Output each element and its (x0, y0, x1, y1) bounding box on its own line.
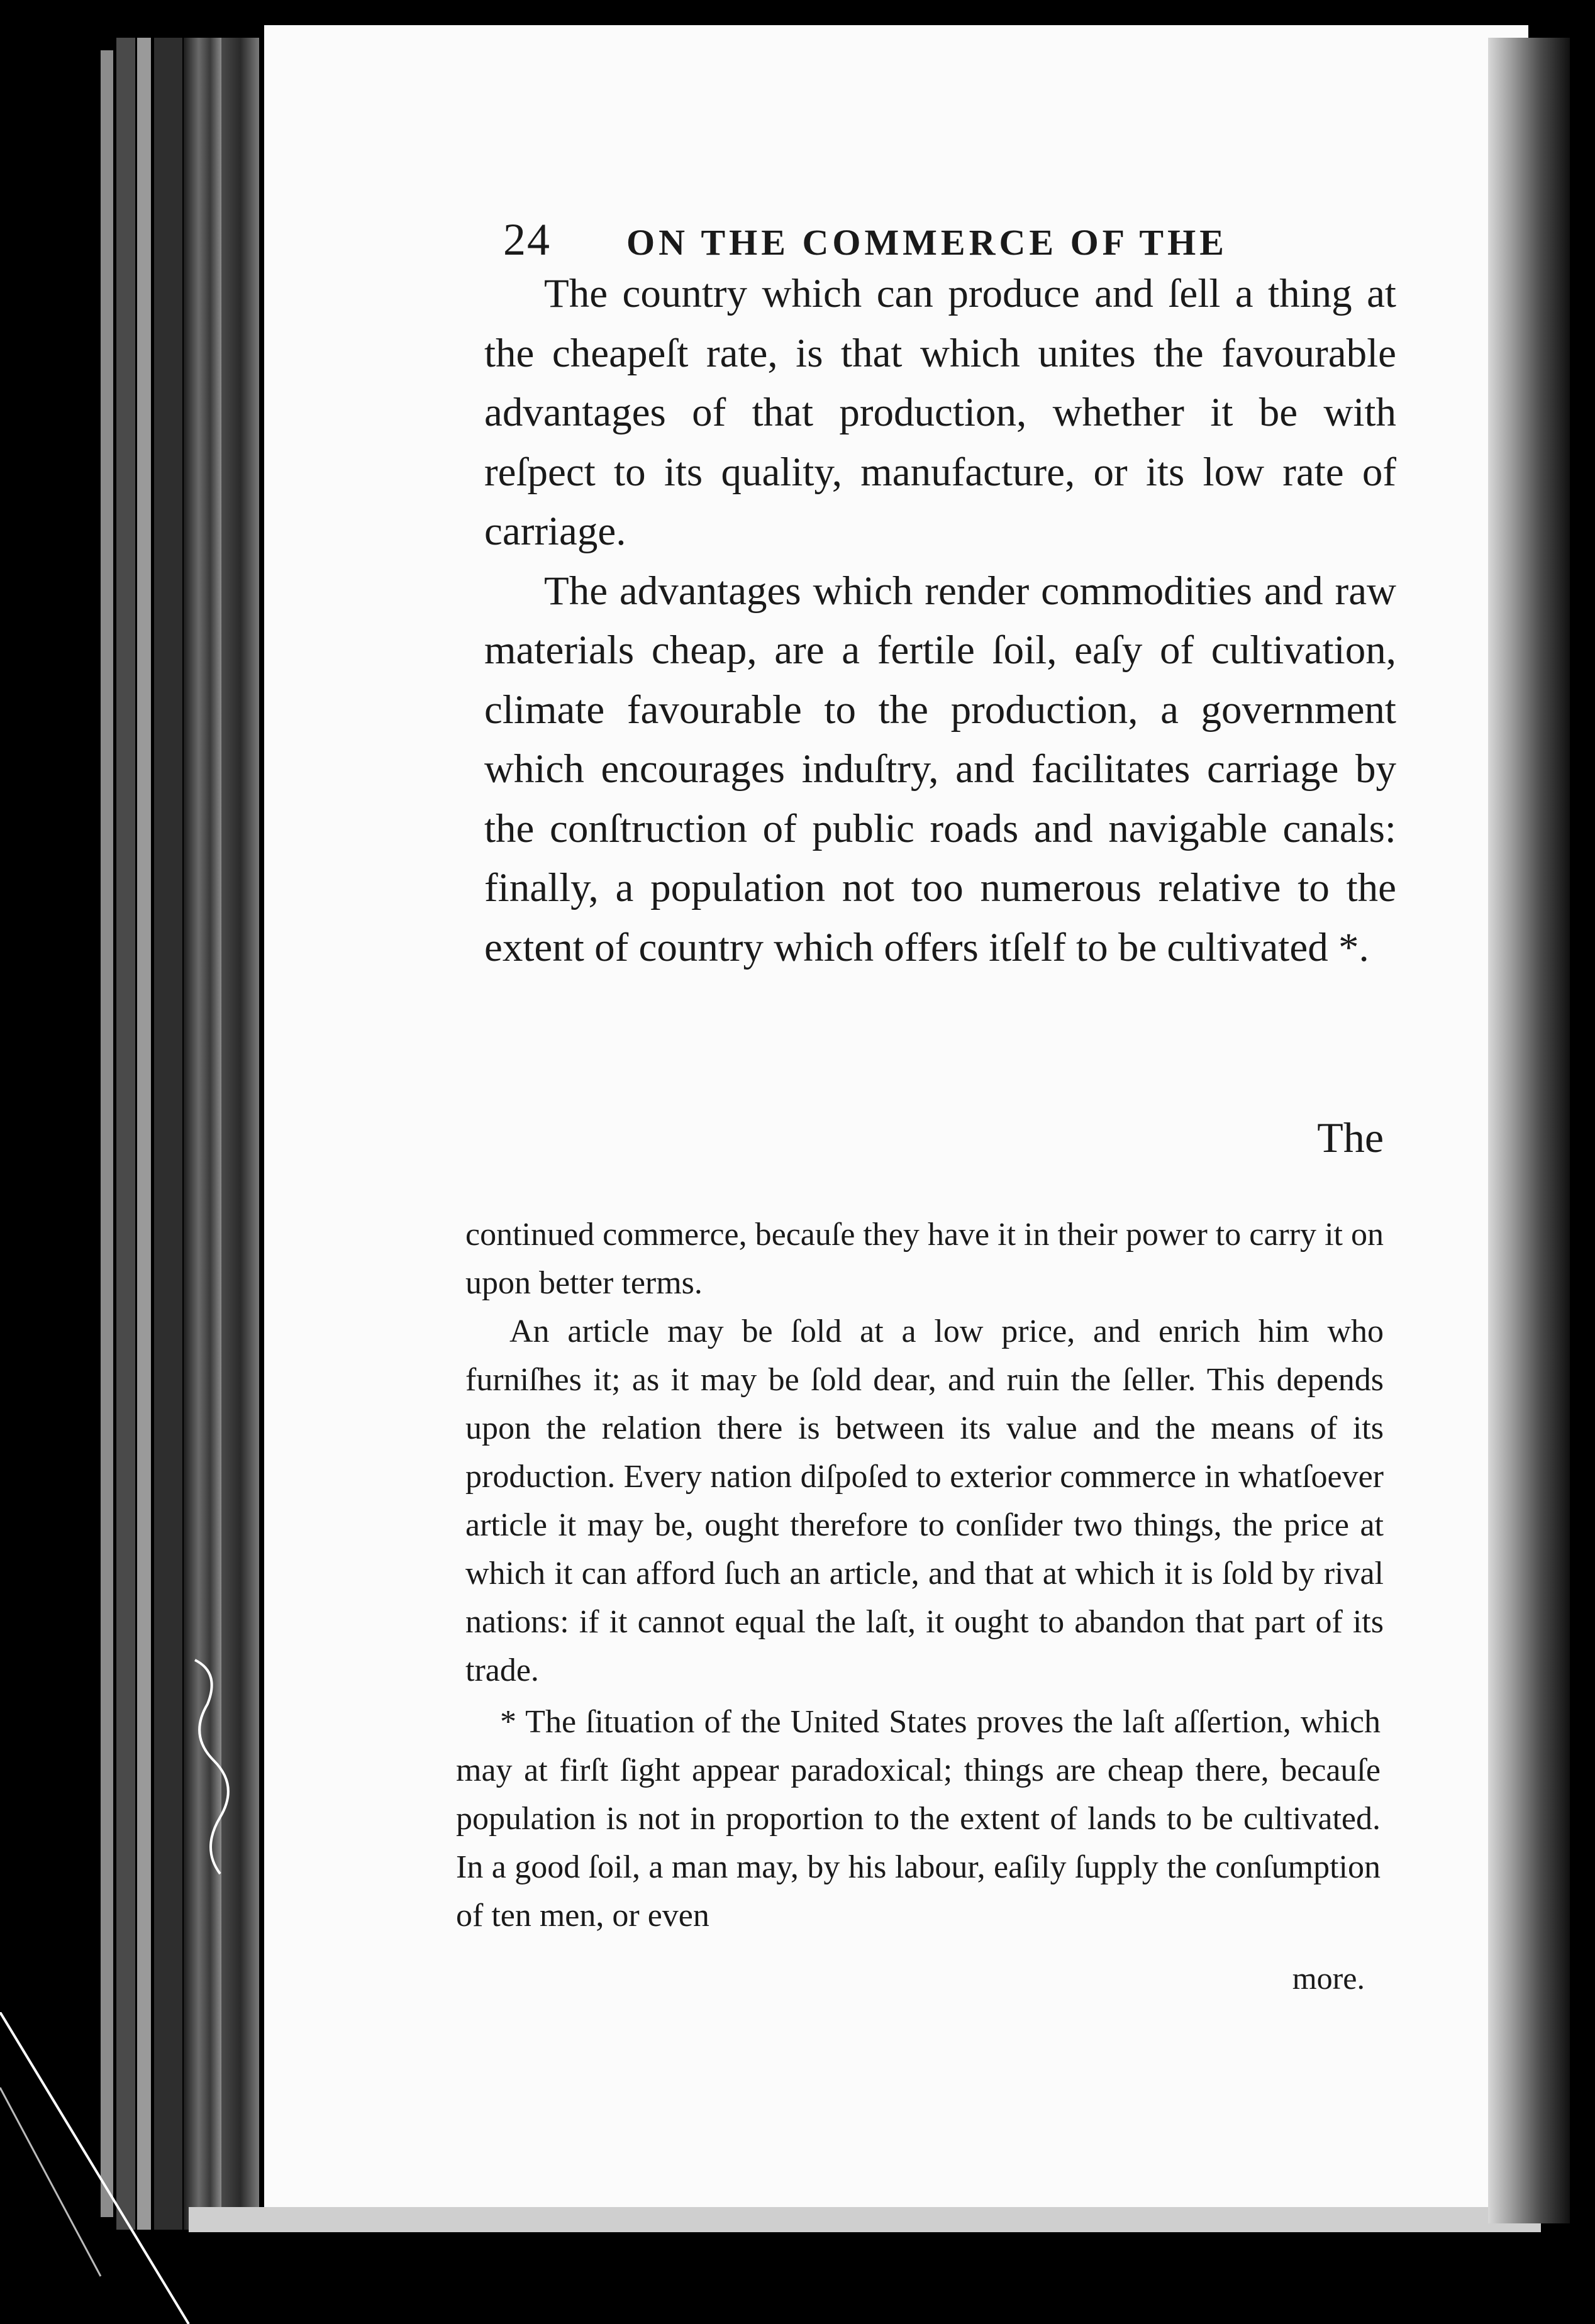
book-edge (116, 38, 135, 2230)
running-head (503, 214, 1258, 266)
book-edge (137, 38, 151, 2230)
running-head-title: ON THE COMMERCE OF THE (626, 222, 1228, 263)
extract-paragraph: continued commerce, becauſe they have it in their power to carry it on upon better terms. (465, 1217, 1384, 1301)
book-edge (154, 38, 182, 2230)
pasted-extract (465, 1210, 1384, 1695)
footnote-text: * The ſituation of the United States proves the laſt aſſertion, which may at firſt ſight appear paradoxical; things are cheap there, becauſe population is not in proportion to the extent of lands to be cultivated. In a good ſoil, a man may, by his labour, eaſily ſupply the conſumption of ten men, or even (456, 1704, 1381, 1934)
corner-scan-line (0, 2012, 264, 2324)
page-number: 24 (503, 214, 551, 265)
footnote (456, 1698, 1381, 1940)
book-gutter (221, 38, 259, 2230)
book-spine-shadow (184, 38, 221, 2230)
extract-paragraph: An article may be ſold at a low price, and enrich him who furniſhes it; as it may be ſold dear, and ruin the ſeller. This depends upon the relation there is between its value and the means of its production. Every nation diſpoſed to exterior commerce in whatſoever article it may be, ought therefore to conſider two things, the price at which it can afford ſuch an article, and that at which it is ſold by rival nations: if it cannot equal the laſt, it ought to abandon that part of its trade. (465, 1314, 1384, 1688)
book-edge-outer (101, 50, 113, 2217)
body-paragraph: The country which can produce and ſell a thing at the cheapeſt rate, is that which unites the favourable advantages of that production, whether it be with reſpect to its quality, manufacture, or its low rate of carriage. (484, 271, 1396, 554)
page-bottom-edge (189, 2207, 1541, 2232)
catchword: The (1317, 1114, 1384, 1161)
body-text (484, 264, 1396, 977)
page-right-shadow (1488, 38, 1570, 2223)
footnote-catchword: more. (1292, 1961, 1365, 1996)
body-paragraph: The advantages which render commodities and raw materials cheap, are a fertile ſoil, eaſy of cultivation, climate favourable to the production, a government which encourages induſtry, and facilitates carriage by the conſtruction of public roads and navigable canals: finally, a population not too numerous relative to the extent of country which offers itſelf to be cultivated *. (484, 568, 1396, 970)
margin-line-mark (182, 1654, 258, 1880)
